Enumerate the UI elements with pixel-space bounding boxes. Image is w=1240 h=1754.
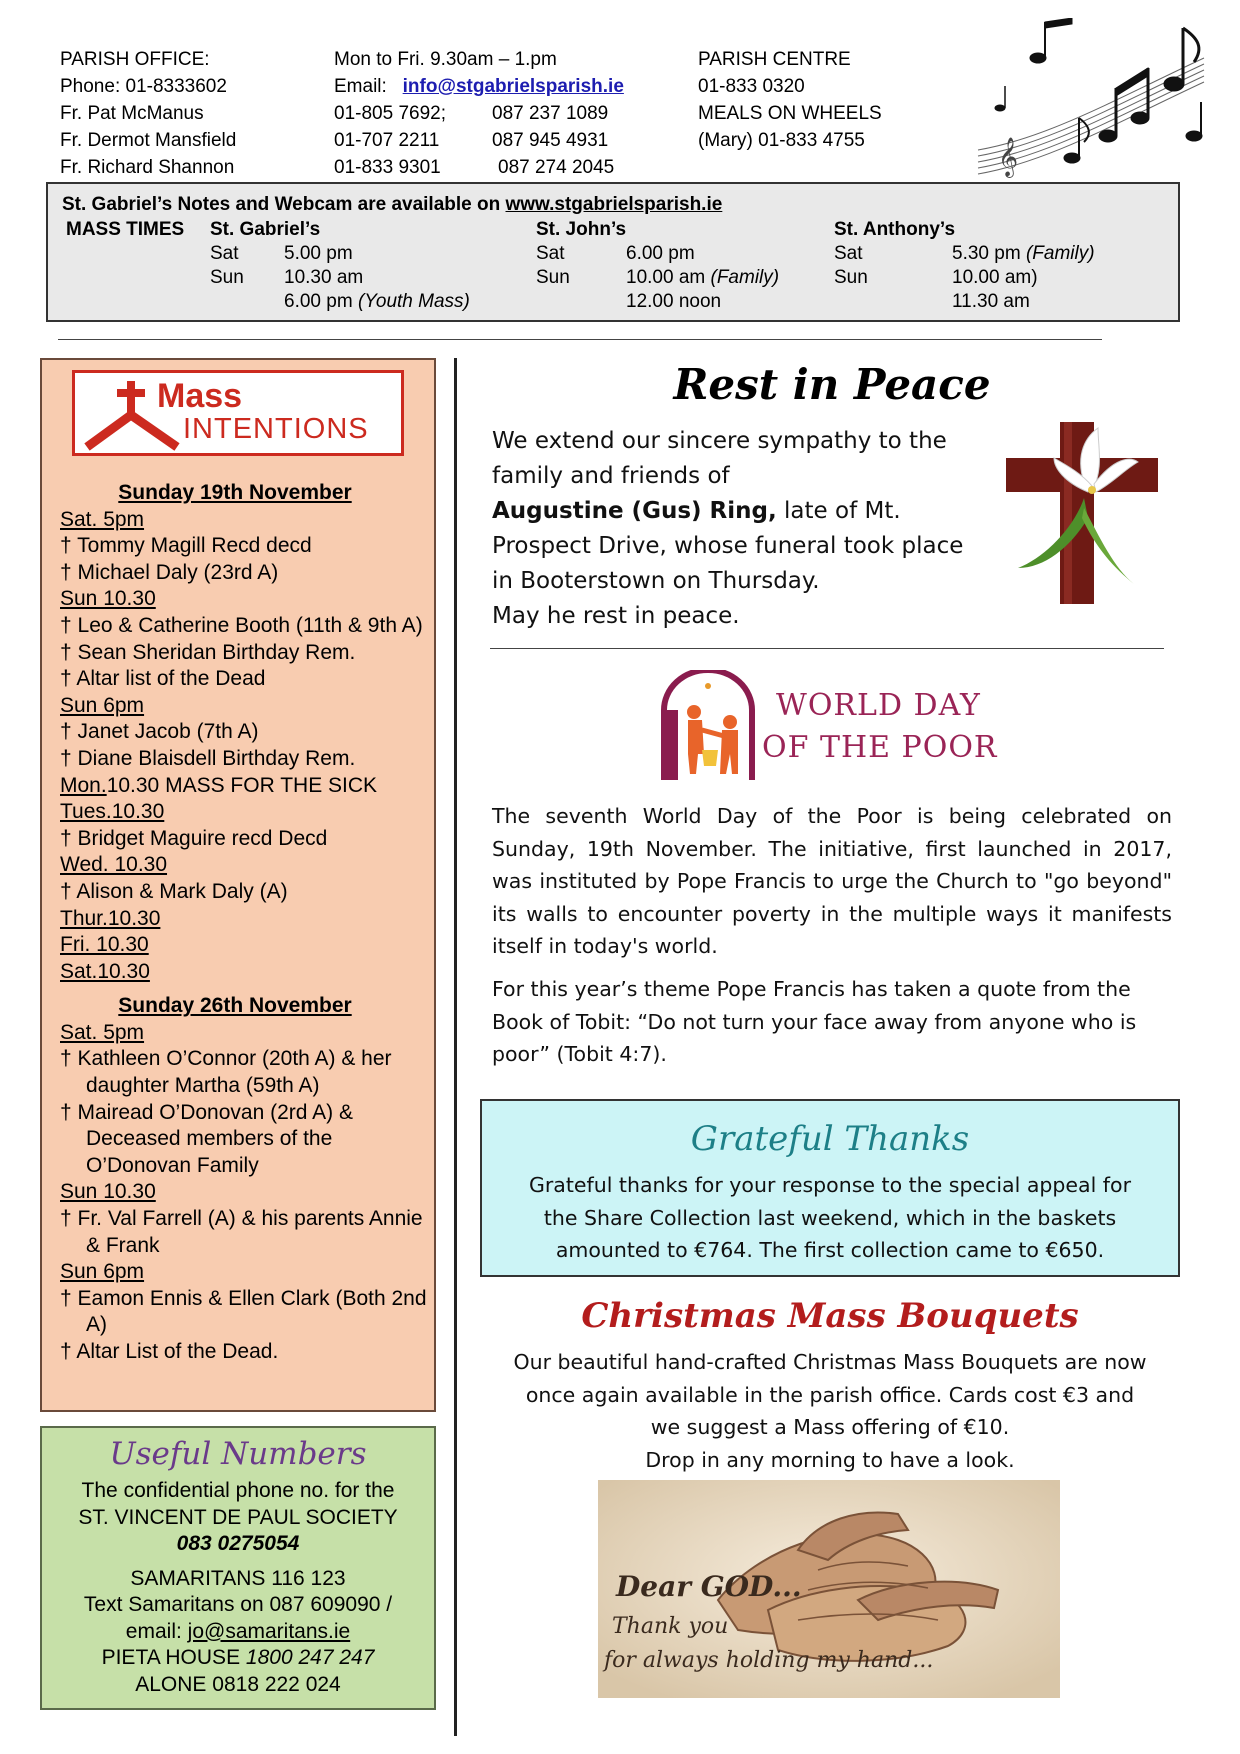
logo-word-mass: Mass xyxy=(157,377,243,415)
intention-entry: † Tommy Magill Recd decd xyxy=(60,534,312,558)
mass-intentions-panel xyxy=(40,358,436,1412)
world-day-logo-line2: OF THE POOR xyxy=(762,730,998,765)
svp-intro: The confidential phone no. for the xyxy=(81,1479,395,1502)
world-day-theme-paragraph: For this year’s theme Pope Francis has taken a quote from the Book of Tobit: “Do not turn your face away from anyone who is poor” (Tobit 4:7). xyxy=(492,977,1137,1066)
office-hours: Mon to Fri. 9.30am – 1.pm xyxy=(334,49,557,70)
parish-centre-block xyxy=(698,46,882,154)
church-name-gabriel: St. Gabriel’s xyxy=(210,219,321,240)
holding-hands-image xyxy=(598,1480,1060,1698)
mass-day: Sun xyxy=(210,267,244,288)
parish-centre-label: PARISH CENTRE xyxy=(698,49,851,70)
svg-text:𝄞: 𝄞 xyxy=(998,137,1019,177)
grateful-thanks-text xyxy=(482,1169,1178,1267)
intention-entry: † Eamon Ennis & Ellen Clark (Both 2nd A) xyxy=(60,1286,427,1337)
mass-time: 5.30 pm xyxy=(952,243,1026,264)
pieta-house-line xyxy=(42,1645,434,1672)
intention-date: Sat. 5pm xyxy=(60,1020,145,1044)
hands-caption-line1: Dear GOD... xyxy=(616,1570,802,1603)
intention-entry: † Michael Daly (23rd A) xyxy=(60,560,279,584)
grateful-thanks-title: Grateful Thanks xyxy=(690,1119,970,1159)
email-line xyxy=(334,73,624,100)
intention-day: Mon. xyxy=(60,773,107,797)
world-day-p1: The seventh World Day of the Poor is being celebrated on Sunday, 19th November. The initiative, first launched in 2017, was instituted by Pope Francis to urge the Church to "go beyond" its walls to encounter poverty in the multiple ways it manifests itself in today's world. xyxy=(492,804,1172,958)
intention-entry: † Diane Blaisdell Birthday Rem. xyxy=(60,746,356,770)
parish-office-label: PARISH OFFICE: xyxy=(60,49,210,70)
column-divider xyxy=(454,358,457,1736)
intention-date: Thur.10.30 xyxy=(60,906,161,930)
intention-entry: † Kathleen O’Connor (20th A) & her daughter Martha (59th A) xyxy=(60,1047,392,1098)
rip-line-rest: late of Mt. xyxy=(776,498,901,524)
rip-line: family and friends of xyxy=(492,463,730,489)
intention-entry: † Sean Sheridan Birthday Rem. xyxy=(60,640,356,664)
logo-word-intentions: INTENTIONS xyxy=(183,413,369,445)
priest-name: Fr. Dermot Mansfield xyxy=(60,130,237,151)
intention-date: Sat. 5pm xyxy=(60,507,145,531)
email-link[interactable]: info@stgabrielsparish.ie xyxy=(402,76,624,97)
divider-line xyxy=(58,339,1102,340)
mass-time: 10.00 am xyxy=(626,267,711,288)
thanks-line: the Share Collection last weekend, which in the baskets xyxy=(543,1205,1117,1230)
christmas-bouquets-title: Christmas Mass Bouquets xyxy=(581,1296,1079,1336)
mass-time: 6.00 pm xyxy=(284,291,358,312)
mass-note: (Family) xyxy=(1025,243,1095,264)
meals-on-wheels-phone: (Mary) 01-833 4755 xyxy=(698,130,865,151)
mass-day: Sun xyxy=(834,267,868,288)
email-label: email: xyxy=(125,1619,188,1643)
intention-date: Fri. 10.30 xyxy=(60,933,149,957)
divider-line xyxy=(490,648,1164,649)
mass-time-youth xyxy=(284,291,470,313)
mass-day: Sat xyxy=(834,243,863,264)
mass-time-family xyxy=(626,267,779,289)
intention-entry: † Altar List of the Dead. xyxy=(60,1340,279,1363)
svp-phone: 083 0275054 xyxy=(176,1532,300,1555)
priest-mobile: 087 274 2045 xyxy=(498,157,615,178)
mass-time: 10.00 am) xyxy=(952,267,1038,288)
useful-numbers-title: Useful Numbers xyxy=(109,1436,367,1472)
world-day-paragraph xyxy=(492,800,1172,963)
rip-line: May he rest in peace. xyxy=(492,603,740,629)
xmas-line: we suggest a Mass offering of €10. xyxy=(650,1415,1010,1439)
mass-day: Sat xyxy=(536,243,565,264)
webcam-notice xyxy=(62,194,722,216)
thanks-line: Grateful thanks for your response to the special appeal for xyxy=(528,1173,1131,1197)
mass-time: 6.00 pm xyxy=(626,243,695,264)
xmas-line: Drop in any morning to have a look. xyxy=(645,1447,1015,1472)
cross-lily-image xyxy=(1004,418,1168,608)
priest-phone: 01-833 9301 xyxy=(334,157,441,178)
samaritans-email-line xyxy=(42,1619,434,1646)
pieta-phone: 1800 247 247 xyxy=(245,1646,375,1669)
samaritans-text: Text Samaritans on 087 609090 / xyxy=(83,1593,393,1616)
priest-name: Fr. Richard Shannon xyxy=(60,157,235,178)
intention-date-line xyxy=(60,773,430,800)
intentions-list xyxy=(60,472,430,1366)
samaritans-email-link[interactable]: jo@samaritans.ie xyxy=(187,1619,351,1643)
alone-phone: ALONE 0818 222 024 xyxy=(135,1672,341,1696)
world-day-logo-line1: WORLD DAY xyxy=(776,688,981,723)
mass-time: 11.30 am xyxy=(952,291,1030,312)
mass-day: Sun xyxy=(536,267,570,288)
intention-date: Sun 10.30 xyxy=(60,587,156,611)
music-notes-graphic xyxy=(968,18,1210,182)
mobile-numbers xyxy=(492,100,614,181)
hands-caption-line3: for always holding my hand... xyxy=(604,1648,934,1673)
office-phone: Phone: 01-8333602 xyxy=(60,76,227,97)
mass-time: 10.30 am xyxy=(284,267,364,288)
intention-sunday-heading: Sunday 26th November xyxy=(118,994,352,1018)
mass-intentions-logo xyxy=(72,370,404,456)
parish-centre-phone: 01-833 0320 xyxy=(698,76,805,97)
mass-day: Sat xyxy=(210,243,239,264)
intention-sunday-heading: Sunday 19th November xyxy=(118,481,352,504)
mass-note: (Family) xyxy=(710,267,780,288)
mass-note: (Youth Mass) xyxy=(357,291,470,312)
intention-entry: † Bridget Maguire recd Decd xyxy=(60,826,328,850)
parish-office-block xyxy=(60,46,236,181)
rest-in-peace-text xyxy=(492,424,992,634)
intention-entry: † Mairead O’Donovan (2rd A) & Deceased members of the O’Donovan Family xyxy=(60,1100,353,1177)
mass-times-label: MASS TIMES xyxy=(66,219,185,240)
intention-note: 10.30 MASS FOR THE SICK xyxy=(106,773,378,797)
intention-date: Sun 10.30 xyxy=(60,1180,156,1204)
intention-entry: † Altar list of the Dead xyxy=(60,667,266,691)
intention-entry: † Leo & Catherine Booth (11th & 9th A) xyxy=(60,613,423,637)
christmas-bouquets-text xyxy=(480,1346,1180,1476)
intention-entry: † Fr. Val Farrell (A) & his parents Annie & Frank xyxy=(60,1207,423,1257)
intention-date: Tues.10.30 xyxy=(60,800,165,824)
thanks-line: amounted to €764. The first collection came to €650. xyxy=(555,1238,1105,1262)
mass-time: 5.00 pm xyxy=(284,243,353,264)
svp-name: ST. VINCENT DE PAUL SOCIETY xyxy=(78,1505,398,1529)
rip-line: We extend our sincere sympathy to the xyxy=(492,428,947,454)
rip-line xyxy=(492,494,992,529)
webcam-notice-text: St. Gabriel’s Notes and Webcam are available on xyxy=(62,194,506,215)
useful-numbers-panel xyxy=(40,1426,436,1710)
xmas-line: Our beautiful hand-crafted Christmas Mass Bouquets are now xyxy=(513,1350,1147,1374)
email-label: Email: xyxy=(334,76,387,97)
priest-phone: 01-805 7692; xyxy=(334,103,446,124)
meals-on-wheels-label: MEALS ON WHEELS xyxy=(698,103,882,124)
hands-caption-line2: Thank you xyxy=(612,1614,729,1639)
intention-entry: † Janet Jacob (7th A) xyxy=(60,720,259,744)
intention-date: Sun 6pm xyxy=(60,693,145,717)
intention-date: Wed. 10.30 xyxy=(60,853,168,877)
church-name-anthony: St. Anthony’s xyxy=(834,219,956,240)
rip-line: in Booterstown on Thursday. xyxy=(492,568,820,594)
world-day-of-poor-logo xyxy=(658,670,758,782)
grateful-thanks-box xyxy=(480,1099,1180,1277)
samaritans-phone: SAMARITANS 116 123 xyxy=(130,1566,346,1590)
church-name-john: St. John’s xyxy=(536,219,627,240)
intention-entry: † Alison & Mark Daly (A) xyxy=(60,879,288,903)
priest-name: Fr. Pat McManus xyxy=(60,103,204,124)
mass-time: 12.00 noon xyxy=(626,291,722,312)
rip-line: Prospect Drive, whose funeral took place xyxy=(492,533,964,559)
priest-mobile: 087 237 1089 xyxy=(492,103,609,124)
priest-mobile: 087 945 4931 xyxy=(492,130,609,151)
website-link[interactable]: www.stgabrielsparish.ie xyxy=(505,194,723,215)
deceased-name: Augustine (Gus) Ring, xyxy=(492,498,777,524)
intention-date: Sun 6pm xyxy=(60,1260,145,1284)
priest-phone: 01-707 2211 xyxy=(334,130,440,151)
mass-time-family xyxy=(952,243,1095,265)
pieta-label: PIETA HOUSE xyxy=(101,1646,246,1669)
intention-date: Sat.10.30 xyxy=(60,959,150,983)
xmas-line: once again available in the parish office. Cards cost €3 and xyxy=(525,1382,1135,1407)
rest-in-peace-title: Rest in Peace xyxy=(673,360,991,409)
mass-times-box xyxy=(46,182,1180,322)
